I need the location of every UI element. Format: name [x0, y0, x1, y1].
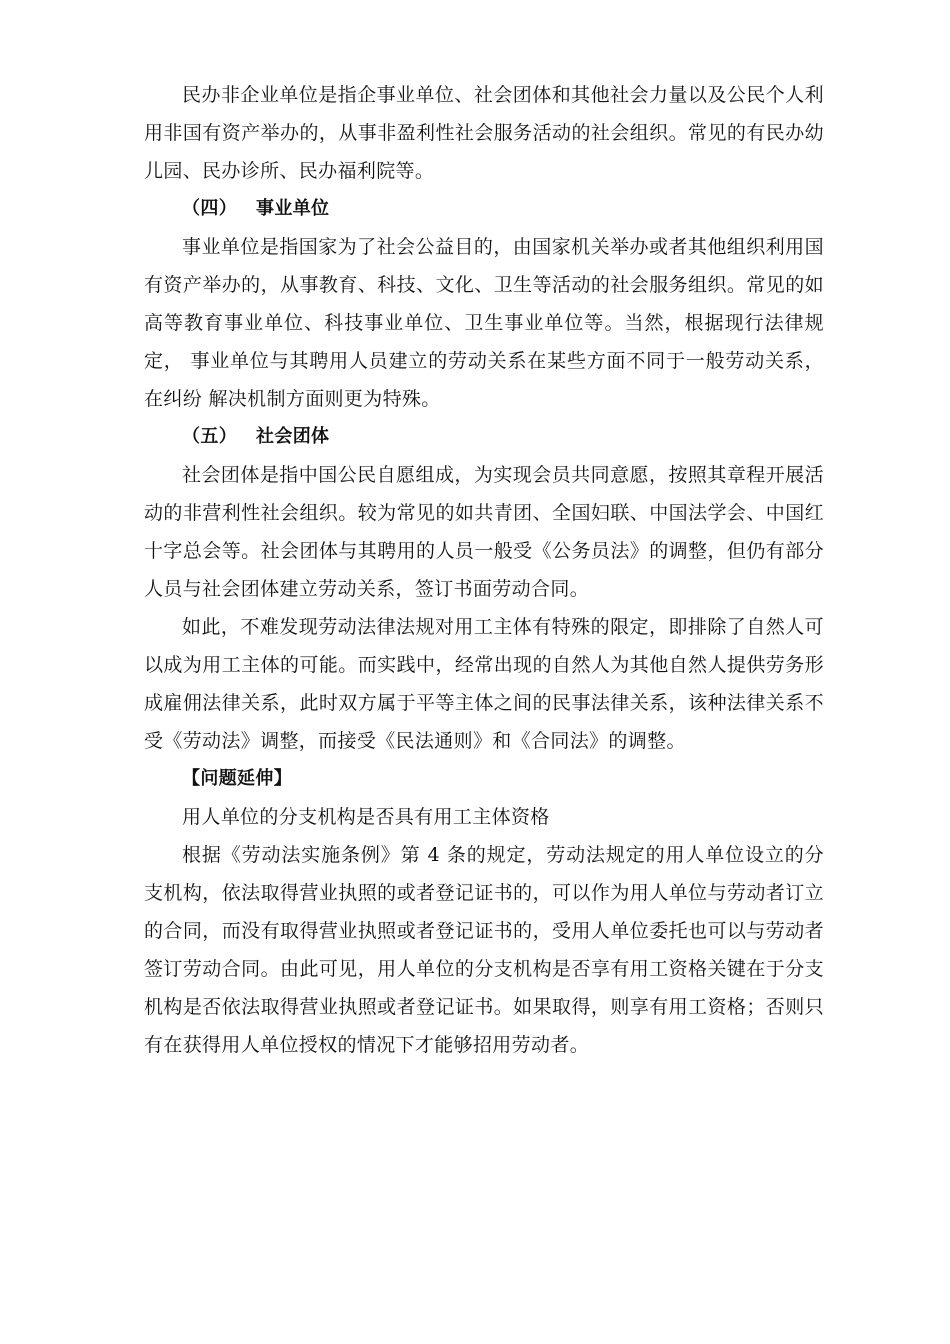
section-number: （五） [182, 426, 238, 447]
paragraph-private-non-enterprise: 民办非企业单位是指企事业单位、社会团体和其他社会力量以及公民个人利用非国有资产举办的，从事非盈利性社会服务活动的社会组织。常见的有民办幼儿园、民办诊所、民办福利院等。 [144, 84, 824, 182]
section-heading-5 [144, 418, 824, 456]
section-title: 事业单位 [256, 198, 330, 219]
paragraph-branch-answer: 根据《劳动法实施条例》第 4 条的规定，劳动法规定的用人单位设立的分支机构，依法取得营业执照的或者登记证书的，可以作为用人单位与劳动者订立的合同，而没有取得营业执照或者登记证书的，受用人单位委托也可以与劳动者签订劳动合同。由此可见，用人单位的分支机构是否享有用工资格关键在于分支机构是否依法取得营业执照或者登记证书。如果取得，则享有用工资格；否则只有在获得用人单位授权的情况下才能够招用劳动者。 [144, 844, 824, 1056]
section-number: （四） [182, 198, 238, 219]
paragraph-social-organization: 社会团体是指中国公民自愿组成，为实现会员共同意愿，按照其章程开展活动的非营利性社会组织。较为常见的如共青团、全国妇联、中国法学会、中国红十字总会等。社会团体与其聘用的人员一般受《公务员法》的调整，但仍有部分人员与社会团体建立劳动关系，签订书面劳动合同。 [144, 464, 824, 600]
extension-heading: 【问题延伸】 [182, 768, 293, 789]
extension-question: 用人单位的分支机构是否具有用工主体资格 [182, 806, 550, 828]
section-heading-4 [144, 190, 824, 228]
document-body [144, 76, 824, 1064]
section-title: 社会团体 [256, 426, 330, 447]
paragraph-public-institution: 事业单位是指国家为了社会公益目的，由国家机关举办或者其他组织利用国有资产举办的，从事教育、科技、文化、卫生等活动的社会服务组织。常见的如高等教育事业单位、科技事业单位、卫生事业单位等。当然，根据现行法律规定， 事业单位与其聘用人员建立的劳动关系在某些方面不同于一般劳动关系，在纠纷 解决机制方面则更为特殊。 [144, 236, 824, 410]
paragraph-conclusion: 如此，不难发现劳动法律法规对用工主体有特殊的限定，即排除了自然人可以成为用工主体的可能。而实践中，经常出现的自然人为其他自然人提供劳务形成雇佣法律关系，此时双方属于平等主体之间的民事法律关系，该种法律关系不受《劳动法》调整，而接受《民法通则》和《合同法》的调整。 [144, 616, 824, 752]
